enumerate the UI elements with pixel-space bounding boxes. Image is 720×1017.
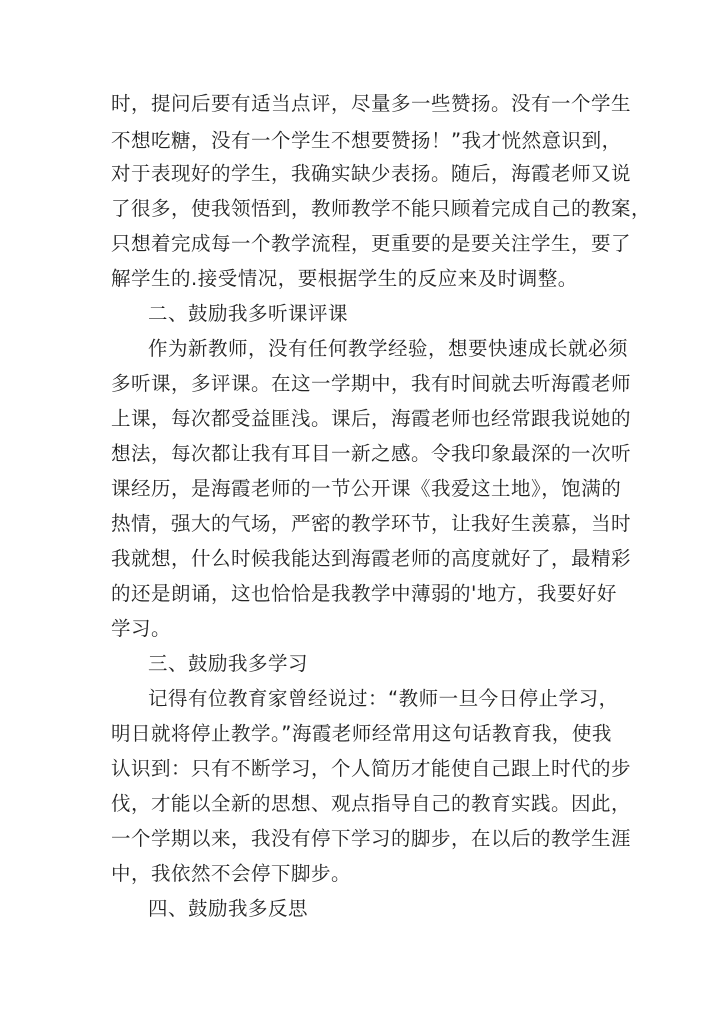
text-line: 认识到：只有不断学习，个人简历才能使自己跟上时代的步 [111,757,632,780]
text-line: 不想吃糖，没有一个学生不想要赞扬！”我才恍然意识到， [111,129,622,152]
text-line: 解学生的.接受情况，要根据学生的反应来及时调整。 [111,267,578,290]
text-line: 想法，每次都让我有耳目一新之感。令我印象最深的一次听 [111,442,632,465]
text-line: 热情，强大的气场，严密的教学环节，让我好生羡慕，当时 [111,512,632,535]
text-line: 时，提问后要有适当点评，尽量多一些赞扬。没有一个学生 [111,92,632,115]
text-line: 明日就将停止教学。”海霞老师经常用这句话教育我，使我 [111,722,612,745]
section-heading: 二、鼓励我多听课评课 [148,302,349,325]
paragraph-first-line: 作为新教师，没有任何教学经验，想要快速成长就必须 [148,337,629,360]
section-heading: 四、鼓励我多反思 [148,897,309,920]
text-line: 中，我依然不会停下脚步。 [111,862,352,885]
text-line: 的还是朗诵，这也恰恰是我教学中薄弱的'地方，我要好好 [111,582,617,605]
text-line: 上课，每次都受益匪浅。课后，海霞老师也经常跟我说她的 [111,407,632,430]
text-line: 课经历，是海霞老师的一节公开课《我爱这土地》，饱满的 [111,477,622,500]
text-line: 我就想，什么时候我能达到海霞老师的高度就好了，最精彩 [111,547,632,570]
section-heading: 三、鼓励我多学习 [148,652,309,675]
paragraph-first-line: 记得有位教育家曾经说过：“教师一旦今日停止学习， [148,687,619,710]
text-line: 一个学期以来，我没有停下学习的脚步，在以后的教学生涯 [111,827,632,850]
text-line: 学习。 [111,617,172,640]
text-line: 对于表现好的学生，我确实缺少表扬。随后，海霞老师又说 [111,162,632,185]
text-line: 只想着完成每一个教学流程，更重要的是要关注学生，要了 [111,232,632,255]
text-line: 伐，才能以全新的思想、观点指导自己的教育实践。因此， [111,792,632,815]
text-line: 了很多，使我领悟到，教师教学不能只顾着完成自己的教案， [111,197,652,220]
text-line: 多听课，多评课。在这一学期中，我有时间就去听海霞老师 [111,372,632,395]
